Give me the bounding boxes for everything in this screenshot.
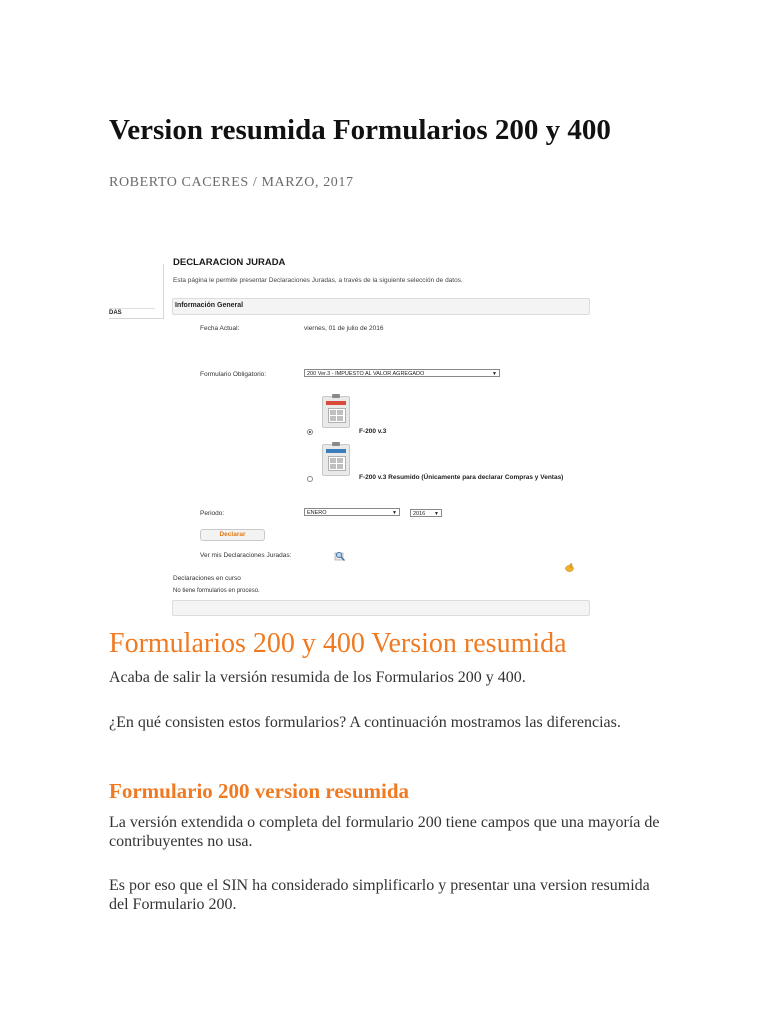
declaracion-jurada-screenshot (109, 250, 590, 620)
paragraph-3: La versión extendida o completa del formulario 200 tiene campos que una mayoría de contribuyentes no usa. (109, 814, 660, 850)
form-icon-grid (328, 456, 346, 471)
formulario-select-value: 200 Ver.3 - IMPUESTO AL VALOR AGREGADO (307, 371, 425, 377)
chevron-down-icon: ▼ (492, 371, 497, 377)
option-f200-resumido-label: F-200 v.3 Resumido (Únicamente para declarar Compras y Ventas) (359, 474, 564, 481)
fecha-value: viernes, 01 de julio de 2016 (304, 325, 384, 332)
formulario-label: Formulario Obligatorio: (200, 371, 267, 378)
option-f200-label: F-200 v.3 (359, 428, 387, 435)
left-nav-fragment (109, 264, 164, 319)
fecha-label: Fecha Actual: (200, 325, 240, 332)
radio-f200[interactable] (307, 429, 313, 435)
form-description: Esta página le permite presentar Declaraciones Juradas, a través de la siguiente selección de datos. (173, 277, 463, 284)
periodo-year-value: 2016 (413, 511, 426, 517)
form-f200-resumido-icon (322, 444, 350, 476)
section-bar-general (172, 298, 590, 315)
periodo-month-select[interactable] (304, 508, 400, 516)
form-f200-icon (322, 396, 350, 428)
article-byline: ROBERTO CACERES / MARZO, 2017 (109, 175, 354, 190)
chevron-down-icon: ▼ (434, 511, 439, 517)
section-title-general: Información General (175, 302, 244, 309)
periodo-year-select[interactable] (410, 509, 442, 517)
periodo-month-value: ENERO (307, 510, 327, 516)
form-heading: DECLARACION JURADA (173, 257, 286, 268)
article-title: Version resumida Formularios 200 y 400 (109, 114, 611, 146)
paragraph-2: ¿En qué consisten estos formularios? A continuación mostramos las diferencias. (109, 714, 621, 731)
search-icon[interactable] (334, 550, 346, 562)
en-curso-note: No tiene formularios en proceso. (173, 588, 260, 594)
paragraph-4: Es por eso que el SIN ha considerado simplificarlo y presentar una version resumida del Formulario 200. (109, 877, 650, 913)
declarar-button[interactable]: Declarar (200, 529, 265, 541)
form-icon-band (326, 401, 346, 405)
paragraph-1: Acaba de salir la versión resumida de los Formularios 200 y 400. (109, 669, 526, 686)
form-icon-grid (328, 408, 346, 423)
clipboard-clip (332, 394, 340, 398)
chevron-down-icon: ▼ (392, 510, 397, 516)
en-curso-label: Declaraciones en curso (173, 575, 241, 582)
subsection-heading: Formulario 200 version resumida (109, 779, 410, 803)
periodo-label: Periodo: (200, 510, 225, 517)
ver-declaraciones-label: Ver mis Declaraciones Juradas: (200, 552, 292, 559)
en-curso-bar (172, 600, 590, 616)
hand-icon (564, 562, 575, 573)
radio-f200-resumido[interactable] (307, 476, 313, 482)
left-nav-divider (109, 308, 155, 309)
section-heading: Formularios 200 y 400 Version resumida (109, 628, 567, 659)
clipboard-clip (332, 442, 340, 446)
formulario-select[interactable] (304, 369, 500, 377)
left-nav-label: DAS (109, 310, 122, 316)
form-icon-band (326, 449, 346, 453)
